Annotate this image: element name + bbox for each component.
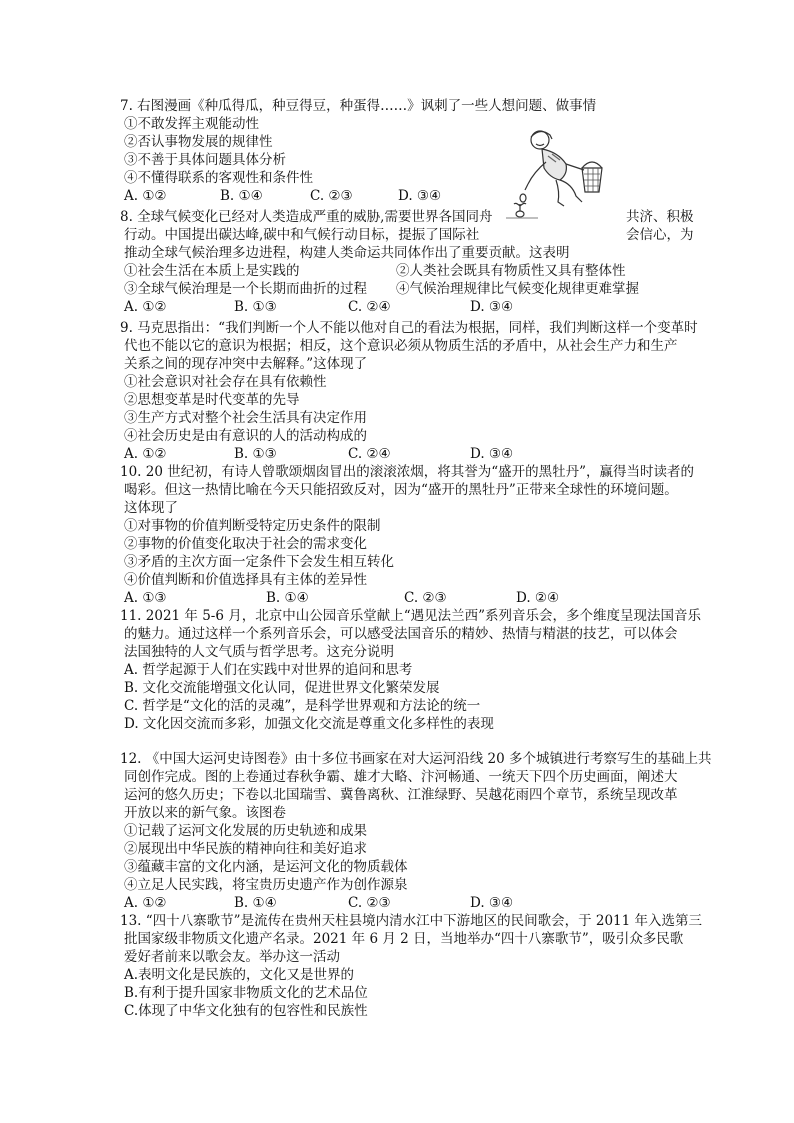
q11-option-a: A. 哲学起源于人们在实践中对世界的追问和思考 [124,662,413,678]
q13-option-a: A.表明文化是民族的，文化又是世界的 [124,967,355,983]
q13-line-2: 批国家级非物质文化遗产名录。2021 年 6 月 2 日，当地举办“四十八寨歌节”，吸引众多民歌 [124,931,684,947]
q10-item-2: ②事物的价值变化取决于社会的需求变化 [124,536,367,552]
q9-item-1: ①社会意识对社会存在具有依赖性 [124,374,327,390]
q7-item-4: ④不懂得联系的客观性和条件性 [124,170,313,186]
cartoon-body [542,149,566,180]
q9-choice-b: B. ①③ [234,446,277,462]
q10-line-2: 喝彩。但这一热情比喻在今天只能招致反对，因为“盛开的黑牡丹”正带来全球性的环境问题。 [124,482,678,498]
q10-choice-d: D. ②④ [516,590,560,606]
q12-choice-c: C. ②③ [348,895,391,911]
q10-choice-b: B. ①④ [266,590,309,606]
q7-item-2: ②否认事物发展的规律性 [124,134,273,150]
q7-choices [124,187,441,205]
q8-item-4: ④气候治理规律比气候变化规律更难掌握 [396,281,639,297]
q8-choices [124,298,513,316]
q13-option-c: C.体现了中华文化独有的包容性和民族性 [124,1003,368,1019]
q8-item-2: ②人类社会既具有物质性又具有整体性 [396,263,626,279]
cartoon-illustration [498,118,616,230]
q11-line-2: 的魅力。通过这样一个系列音乐会，可以感受法国音乐的精妙、热情与精湛的技艺，可以体会 [124,626,678,642]
q12-item-1: ①记载了运河文化发展的历史轨迹和成果 [124,823,367,839]
q12-line-1: 12. 《中国大运河史诗图卷》由十多位书画家在对大运河沿线 20 多个城镇进行考察写生的基础上共 [120,751,712,767]
q8-line2-left: 行动。中国提出碳达峰,碳中和气候行动目标，提振了国际社 [124,227,480,243]
q7-choice-b: B. ①④ [220,188,263,204]
q9-choices [124,445,513,463]
q8-line2-right: 会信心，为 [626,227,694,243]
q12-item-2: ②展现出中华民族的精神向往和美好追求 [124,841,367,857]
q8-choice-a: A. ①② [124,299,167,315]
q9-choice-c: C. ②④ [348,446,391,462]
q8-choice-b: B. ①③ [234,299,277,315]
q8-item-1: ①社会生活在本质上是实践的 [124,263,300,279]
q12-line-4: 开放以来的新气象。该图卷 [124,805,286,821]
q8-line1-left: 8. 全球气候变化已经对人类造成严重的威胁,需要世界各国同舟 [120,209,493,225]
q13-option-b: B.有利于提升国家非物质文化的艺术品位 [124,985,368,1001]
q10-choice-a: A. ①③ [124,590,167,606]
q7-stem: 7. 右图漫画《种瓜得瓜，种豆得豆，种蛋得……》讽刺了一些人想问题、做事情 [120,98,597,114]
q10-choice-c: C. ②③ [404,590,447,606]
q8-choice-d: D. ③④ [470,299,514,315]
q11-line-1: 11. 2021 年 5-6 月，北京中山公园音乐堂献上“遇见法兰西”系列音乐会，多个维度呈现法国音乐 [120,608,702,624]
q12-item-4: ④立足人民实践，将宝贵历史遗产作为创作源泉 [124,877,408,893]
q7-item-3: ③不善于具体问题具体分析 [124,152,286,168]
q9-choice-d: D. ③④ [470,446,514,462]
q10-choices [124,589,559,607]
q8-line3: 推动全球气候治理多边进程，构建人类命运共同体作出了重要贡献。这表明 [124,245,570,261]
q9-choice-a: A. ①② [124,446,167,462]
q12-choice-a: A. ①② [124,895,167,911]
q10-item-3: ③矛盾的主次方面一定条件下会发生相互转化 [124,554,394,570]
q13-line-3: 爱好者前来以歌会友。举办这一活动 [124,949,340,965]
q9-line-2: 代也不能以它的意识为根据；相反，这个意识必须从物质生活的矛盾中，从社会生产力和生产 [124,338,678,354]
q8-item-3: ③全球气候治理是一个长期而曲折的过程 [124,281,367,297]
q7-choice-d: D. ③④ [398,188,442,204]
q9-line-1: 9. 马克思指出：“我们判断一个人不能以他对自己的看法为根据，同样，我们判断这样一个变革时 [120,320,698,336]
q13-line-1: 13. “四十八寨歌节”是流传在贵州天柱县境内清水江中下游地区的民间歌会，于 2011 年入选第三 [120,913,703,929]
q11-option-c: C. 哲学是“文化的活的灵魂”，是科学世界观和方法论的统一 [124,698,481,714]
q9-item-4: ④社会历史是由有意识的人的活动构成的 [124,428,367,444]
q12-line-3: 运河的悠久历史；下卷以北国瑞雪、冀鲁离秋、江淮绿野、吴越花雨四个章节，系统呈现改革 [124,787,678,803]
q11-option-b: B. 文化交流能增强文化认同，促进世界文化繁荣发展 [124,680,440,696]
q8-line1-right: 共济、积极 [626,209,694,225]
q7-choice-c: C. ②③ [310,188,353,204]
q12-choice-d: D. ③④ [470,895,514,911]
q12-choices [124,894,513,912]
q7-choice-a: A. ①② [124,188,167,204]
q7-item-1: ①不敢发挥主观能动性 [124,116,259,132]
q10-line-3: 这体现了 [124,500,178,516]
q9-item-3: ③生产方式对整个社会生活具有决定作用 [124,410,367,426]
q10-line-1: 10. 20 世纪初，有诗人曾歌颂烟囱冒出的滚滚浓烟，将其誉为“盛开的黑牡丹”，赢得当时读者的 [120,464,695,480]
q12-item-3: ③蕴藏丰富的文化内涵，是运河文化的物质载体 [124,859,408,875]
q10-item-1: ①对事物的价值判断受特定历史条件的限制 [124,518,381,534]
q9-line-3: 关系之间的现存冲突中去解释。”这体现了 [124,356,368,372]
q11-option-d: D. 文化因交流而多彩，加强文化交流是尊重文化多样性的表现 [124,716,494,732]
q12-line-2: 同创作完成。图的上卷通过春秋争霸、雄才大略、汴河畅通、一统天下四个历史画面，阐述大 [124,769,678,785]
q12-choice-b: B. ①④ [234,895,277,911]
q10-item-4: ④价值判断和价值选择具有主体的差异性 [124,572,367,588]
q11-line-3: 法国独特的人文气质与哲学思考。这充分说明 [124,644,394,660]
q9-item-2: ②思想变革是时代变革的先导 [124,392,300,408]
q8-choice-c: C. ②④ [348,299,391,315]
